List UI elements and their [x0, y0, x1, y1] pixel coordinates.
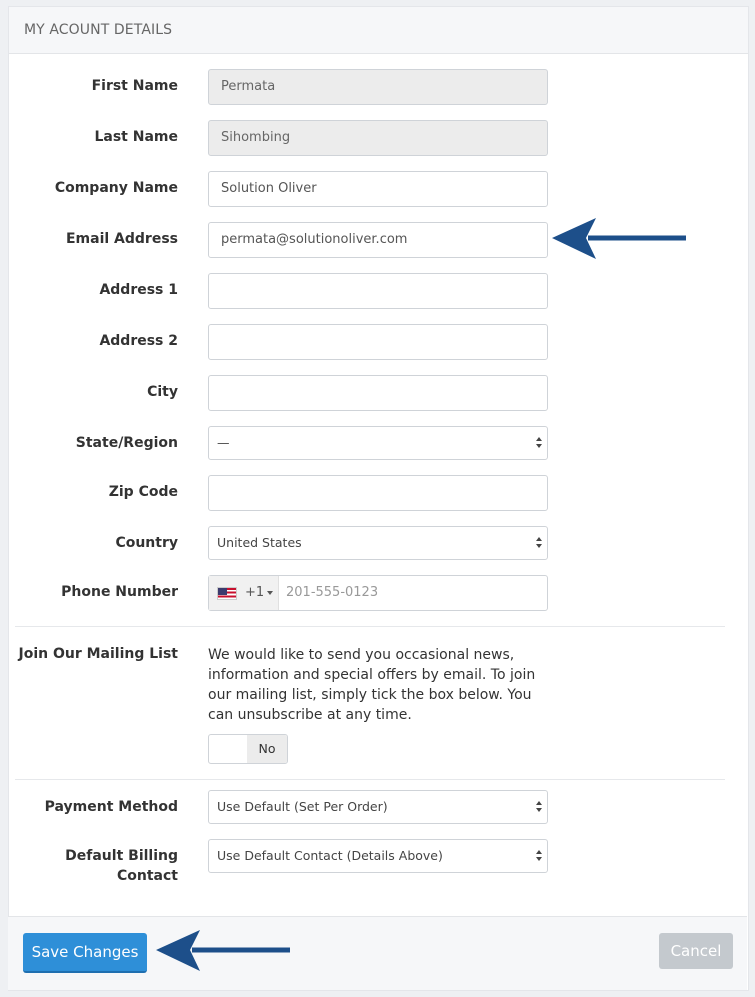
phone-field[interactable]: [208, 575, 548, 611]
annotation-arrow-icon: [152, 926, 294, 976]
phone-placeholder: 201-555-0123: [286, 585, 379, 600]
state-select-value: —: [217, 435, 230, 450]
first-name-field[interactable]: Permata: [208, 69, 548, 105]
billing-contact-value: Use Default Contact (Details Above): [217, 848, 443, 863]
section-divider: [15, 779, 725, 780]
billing-contact-label-line1: Default Billing: [65, 848, 178, 864]
country-code-dropdown[interactable]: [209, 576, 279, 610]
chevron-down-icon: [267, 591, 273, 595]
address2-label: Address 2: [99, 333, 178, 349]
zip-label: Zip Code: [108, 484, 178, 500]
country-select-value: United States: [217, 535, 302, 550]
last-name-field[interactable]: Sihombing: [208, 120, 548, 156]
company-name-field[interactable]: Solution Oliver: [208, 171, 548, 207]
billing-contact-select[interactable]: [208, 839, 548, 873]
country-label: Country: [115, 535, 178, 551]
billing-contact-label: [0, 846, 178, 886]
payment-method-value: Use Default (Set Per Order): [217, 799, 388, 814]
select-arrows-icon: [535, 850, 543, 862]
city-label: City: [147, 384, 178, 400]
select-arrows-icon: [535, 537, 543, 549]
city-field[interactable]: [208, 375, 548, 411]
address2-field[interactable]: [208, 324, 548, 360]
us-flag-icon: [217, 587, 237, 600]
section-divider: [15, 626, 725, 627]
email-field[interactable]: permata@solutionoliver.com: [208, 222, 548, 258]
payment-method-select[interactable]: [208, 790, 548, 824]
address1-label: Address 1: [99, 282, 178, 298]
select-arrows-icon: [535, 801, 543, 813]
phone-label: Phone Number: [61, 584, 178, 600]
zip-field[interactable]: [208, 475, 548, 511]
company-name-label: Company Name: [54, 180, 178, 196]
address1-field[interactable]: [208, 273, 548, 309]
mailing-list-toggle[interactable]: [208, 734, 288, 764]
toggle-state-label: No: [247, 735, 287, 763]
last-name-label: Last Name: [94, 129, 178, 145]
panel-header: [9, 7, 748, 54]
state-select[interactable]: [208, 426, 548, 460]
country-select[interactable]: [208, 526, 548, 560]
select-arrows-icon: [535, 437, 543, 449]
cancel-button[interactable]: Cancel: [659, 933, 733, 969]
save-changes-button[interactable]: Save Changes: [23, 933, 147, 973]
email-label: Email Address: [65, 231, 178, 247]
billing-contact-label-line2: Contact: [117, 868, 178, 884]
state-label: State/Region: [75, 435, 178, 451]
payment-method-label: Payment Method: [44, 799, 178, 815]
dial-code: +1: [245, 585, 265, 600]
mailing-list-description: We would like to send you occasional news, information and special offers by email. To join our mailing list, simply tick the box below. You can unsubscribe at any time.: [208, 647, 536, 723]
panel-title: MY ACOUNT DETAILS: [24, 22, 173, 38]
mailing-list-label: Join Our Mailing List: [18, 646, 178, 662]
first-name-label: First Name: [91, 78, 178, 94]
annotation-arrow-icon: [548, 214, 690, 264]
